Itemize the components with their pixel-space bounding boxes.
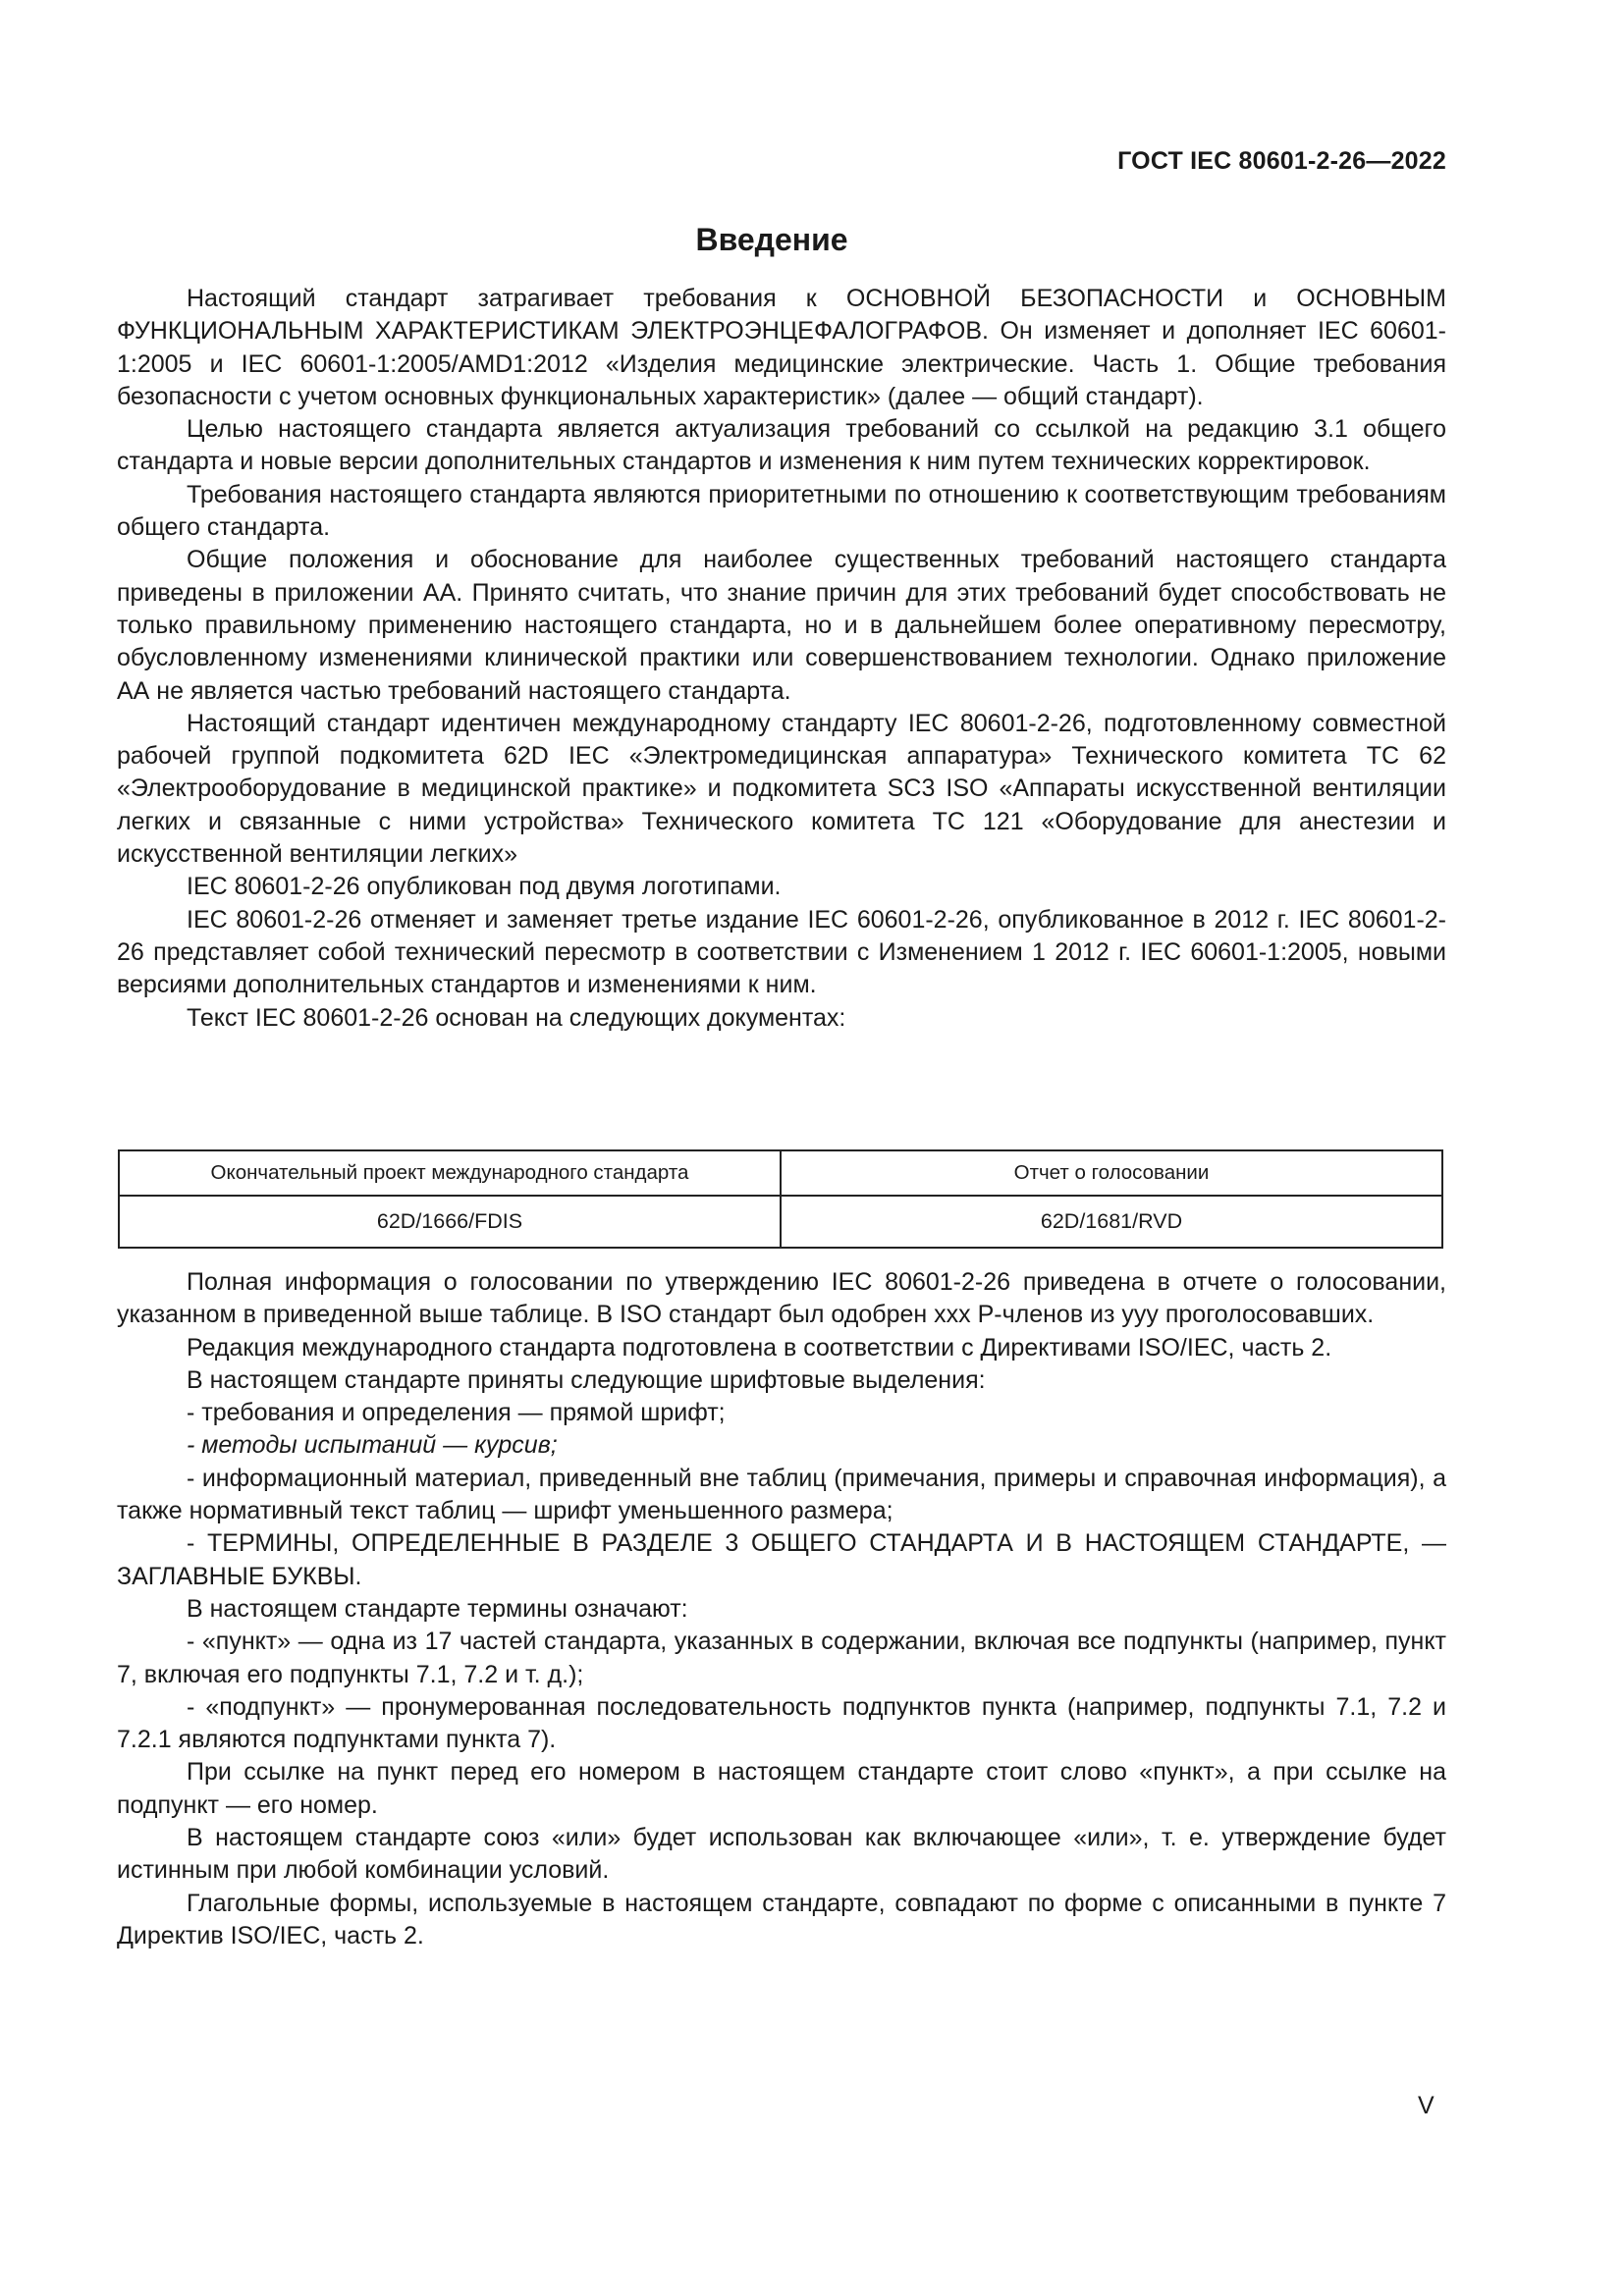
body-paragraph-3: В настоящем стандарте приняты следующие шрифтовые выделения: xyxy=(187,1365,986,1394)
intro-paragraph-7: IEC 80601-2-26 отменяет и заменяет третье издание IEC 60601-2-26, опубликованное в 2012 г. IEC 80601-2-26 представляет собой технический пересмотр в соответствии с Изменением 1 2012 г. IEC 60601-1:2005, новыми версиями дополнительных стандартов и изменениями к ним. xyxy=(117,905,1446,999)
body-paragraph-references: При ссылке на пункт перед его номером в настоящем стандарте стоит слово «пункт», а при ссылке на подпункт — его номер. xyxy=(117,1758,1446,1819)
intro-paragraph-1: Настоящий стандарт затрагивает требования к ОСНОВНОЙ БЕЗОПАСНОСТИ и ОСНОВНЫМ ФУНКЦИОНАЛЬНЫМ ХАРАКТЕРИСТИКАМ ЭЛЕКТРОЭНЦЕФАЛОГРАФОВ. Он изменяет и дополняет IEC 60601-1:2005 и IEC 60601-1:2005/AMD1:2012 «Изделия медицинские электрические. Часть 1. Общие требования безопасности с учетом основных функциональных характеристик» (далее — общий стандарт). xyxy=(117,285,1446,410)
intro-text xyxy=(117,283,1446,1035)
list-item-clause: - «пункт» — одна из 17 частей стандарта, указанных в содержании, включая все подпункты (например, пункт 7, включая его подпункты 7.1, 7.2 и т. д.); xyxy=(117,1628,1446,1688)
table-cell: 62D/1666/FDIS xyxy=(119,1196,781,1248)
standard-header: ГОСТ IEC 80601-2-26—2022 xyxy=(1117,147,1446,175)
intro-paragraph-2: Целью настоящего стандарта является актуализация требований со ссылкой на редакцию 3.1 общего стандарта и новые версии дополнительных стандартов и изменения к ним путем технических корректировок. xyxy=(117,415,1446,476)
list-item-italic-font: - методы испытаний — курсив; xyxy=(187,1431,558,1460)
intro-paragraph-5: Настоящий стандарт идентичен международному стандарту IEC 80601-2-26, подготовленному совместной рабочей группой подкомитета 62D IEC «Электромедицинская аппаратура» Технического комитета ТС 62 «Электрооборудование в медицинской практике» и подкомитета SC3 ISO «Аппараты искусственной вентиляции легких и связанные с ними устройства» Технического комитета ТС 121 «Оборудование для анестезии и искусственной вентиляции легких» xyxy=(117,709,1446,869)
table-header-row xyxy=(119,1150,1442,1196)
list-item-capitals: - ТЕРМИНЫ, ОПРЕДЕЛЕННЫЕ В РАЗДЕЛЕ 3 ОБЩЕГО СТАНДАРТА И В НАСТОЯЩЕМ СТАНДАРТЕ, — ЗАГЛАВНЫЕ БУКВЫ. xyxy=(117,1529,1446,1590)
intro-paragraph-4: Общие положения и обоснование для наиболее существенных требований настоящего стандарта приведены в приложении АА. Принято считать, что знание причин для этих требований будет способствовать не только правильному применению настоящего стандарта, но и в дальнейшем более оперативному пересмотру, обусловленному изменениями клинической практики или совершенствованием технологии. Однако приложение АА не является частью требований настоящего стандарта. xyxy=(117,546,1446,705)
body-paragraph-terms: В настоящем стандарте термины означают: xyxy=(187,1594,688,1623)
body-paragraph-or: В настоящем стандарте союз «или» будет использован как включающее «или», т. е. утверждение будет истинным при любой комбинации условий. xyxy=(117,1824,1446,1885)
table-header-cell: Окончательный проект международного стандарта xyxy=(119,1150,781,1196)
votes-table xyxy=(118,1149,1443,1249)
list-item-plain-font: - требования и определения — прямой шрифт; xyxy=(187,1399,726,1427)
page-number: V xyxy=(1418,2092,1435,2119)
body-paragraph-1: Полная информация о голосовании по утверждению IEC 80601-2-26 приведена в отчете о голосовании, указанном в приведенной выше таблице. В ISO стандарт был одобрен xxx Р-членов из yyy проголосовавших. xyxy=(117,1268,1446,1329)
body-text xyxy=(117,1266,1446,1952)
intro-paragraph-6: IEC 80601-2-26 опубликован под двумя логотипами. xyxy=(187,873,782,901)
intro-paragraph-8: Текст IEC 80601-2-26 основан на следующих документах: xyxy=(187,1003,846,1032)
table-cell: 62D/1681/RVD xyxy=(781,1196,1442,1248)
intro-paragraph-3: Требования настоящего стандарта являются приоритетными по отношению к соответствующим требованиям общего стандарта. xyxy=(117,480,1446,542)
list-item-subclause: - «подпункт» — пронумерованная последовательность подпунктов пункта (например, подпункты 7.1, 7.2 и 7.2.1 являются подпунктами пункта 7). xyxy=(117,1692,1446,1754)
table-header-cell: Отчет о голосовании xyxy=(781,1150,1442,1196)
list-item-small-font: - информационный материал, приведенный вне таблиц (примечания, примеры и справочная информация), а также нормативный текст таблиц — шрифт уменьшенного размера; xyxy=(117,1464,1446,1525)
section-title: Введение xyxy=(695,222,848,257)
table-row xyxy=(119,1196,1442,1248)
body-paragraph-2: Редакция международного стандарта подготовлена в соответствии с Директивами ISO/IEC, часть 2. xyxy=(187,1333,1332,1362)
body-paragraph-verbal-forms: Глагольные формы, используемые в настоящем стандарте, совпадают по форме с описанными в пункте 7 Директив ISO/IEC, часть 2. xyxy=(117,1889,1446,1949)
